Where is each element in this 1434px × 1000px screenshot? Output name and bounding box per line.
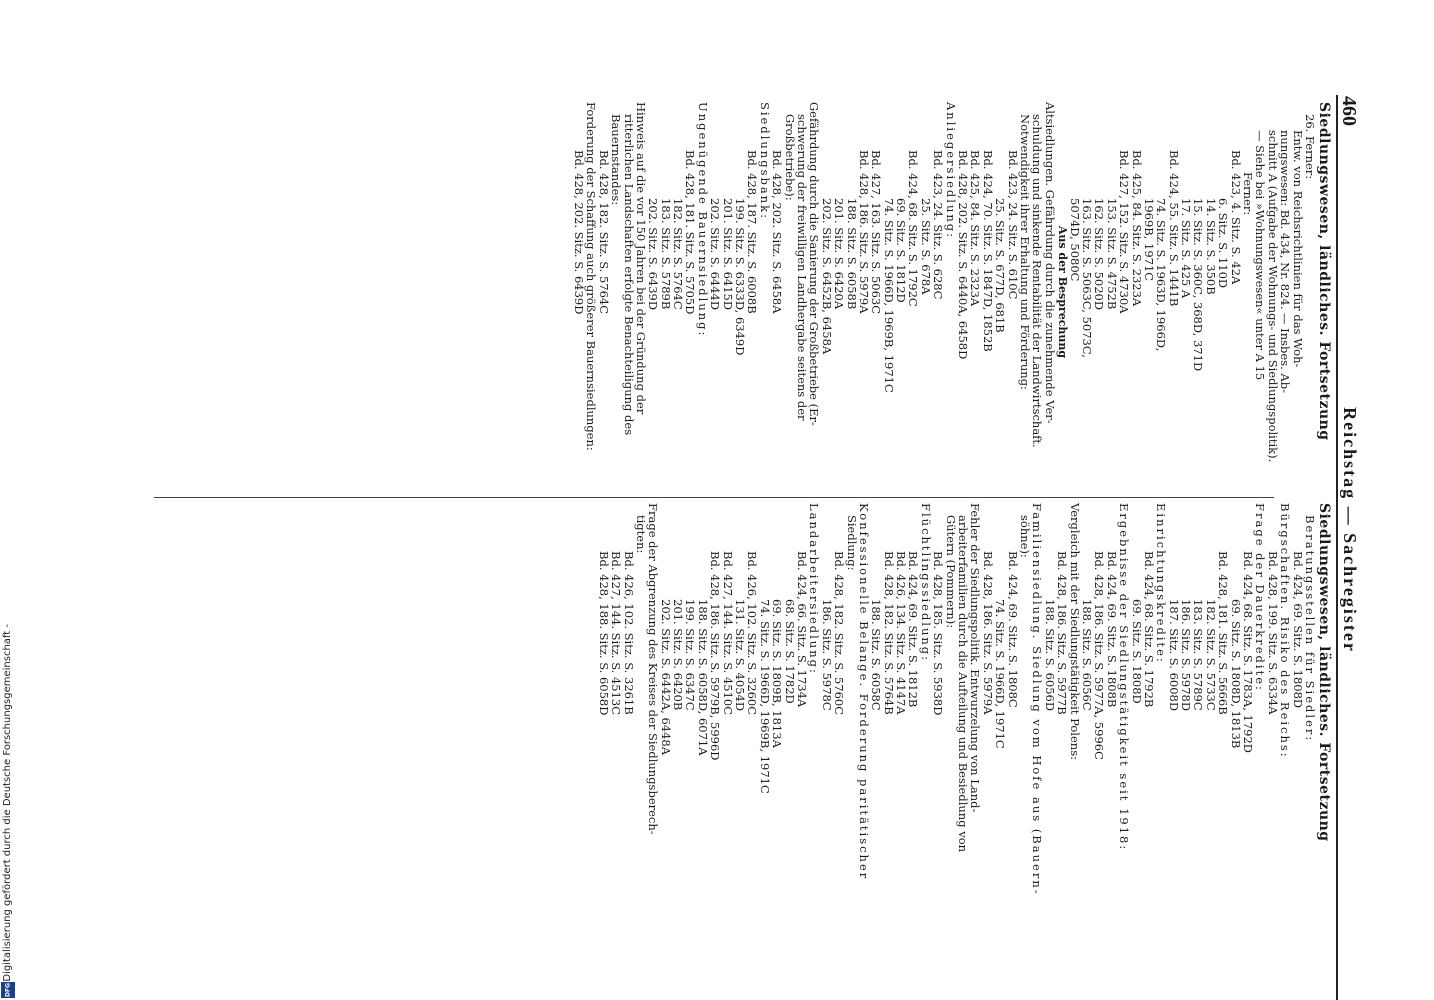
index-entry: 69. Sitz. S. 1808D, 1813B [1228, 599, 1243, 749]
index-entry: Bd. 428, 182. Sitz. S. 5764B [881, 551, 896, 715]
index-entry: 17. Sitz. S. 425 A [1179, 198, 1194, 299]
index-entry: Bd. 428, 202. Sitz. S. 6439D [571, 150, 586, 315]
index-entry: Bd. 428, 181. Sitz. S. 5666B [1216, 551, 1231, 715]
index-entry: Bd. 428, 185. Sitz. S. 5938D [931, 551, 946, 716]
index-entry: Ungenügende Bauernsiedlung: [695, 102, 710, 338]
index-entry: Bd. 426, 134. Sitz. S. 4147A [894, 551, 909, 715]
index-entry: nungswesen: Bd. 434, Nr. 824. — Insbes. Ab- [1278, 130, 1293, 393]
index-entry: 187. Sitz. S. 6008D [1166, 599, 1181, 712]
index-entry: Bd. 424, 68. Sitz. S. 1792B [1141, 551, 1156, 708]
index-entry: Entw. von Reichsrichtlinien für das Woh- [1290, 130, 1305, 368]
index-entry: 163. Sitz. S. 5063C, 5073C, [1079, 198, 1094, 358]
digitization-credit: Digitalisierung gefördert durch die Deutsche Forschungsgemeinschaft - [2, 624, 13, 982]
index-entry: 202. Sitz. S. 6444D [708, 198, 723, 311]
index-entry: Bd. 428, 186. Sitz. S. 5979B, 5996D [708, 551, 723, 761]
index-entry: 188. Sitz. S. 6058C [869, 599, 884, 711]
index-entry: schwerung der freiwilligen Landhergabe seitens der [794, 114, 809, 421]
index-entry: 202. Sitz. S. 6452B, 6458A [819, 198, 834, 355]
index-entry: Bd. 424, 55. Sitz. S. 1441B [1166, 150, 1181, 307]
index-entry: Bd. 427, 144. Sitz. S. 4510C [720, 551, 735, 716]
index-entry: Bd. 428, 188. Sitz. S. 6058D [596, 551, 611, 716]
index-entry: Konfessionelle Belange. Forderung paritätischer [856, 503, 871, 881]
index-entry: Anliegersiedlung: [943, 102, 958, 240]
index-entry: Bd. 424, 69. Sitz. S. 1808B [1104, 551, 1119, 708]
index-entry: Bd. 428, 202. Sitz. S. 6440A, 6458D [956, 150, 971, 360]
index-entry: Bd. 424, 70. Sitz. S. 1847D, 1852B [980, 150, 995, 352]
index-entry: 183. Sitz. S. 5789C [1191, 599, 1206, 711]
index-entry: 202. Sitz. S. 6442A, 6448A [658, 599, 673, 756]
index-entry: 74. Sitz. S. 1966D, 1969B, 1971C [757, 599, 772, 794]
index-entry: 199. Sitz. S. 6347C [683, 599, 698, 711]
index-entry: 199. Sitz. S. 6333D, 6349D [733, 198, 748, 356]
index-entry: — Siehe bei »Wohnungswesen« unter A 15 [1253, 130, 1268, 381]
dfg-logo [1, 982, 15, 998]
index-entry: 69. Sitz. S. 1808D [1129, 599, 1144, 704]
index-entry: Gefährdung durch die Sanierung der Großbetriebe (Er- [807, 102, 822, 426]
index-entry: Ferner: [1241, 172, 1256, 216]
index-entry: 182. Sitz. S. 5733C [1203, 599, 1218, 711]
index-entry: Ergebnisse der Siedlungstätigkeit seit 1918: [1117, 503, 1132, 852]
index-entry: Fehler der Siedlungspolitik. Entwurzelung von Land- [968, 503, 983, 813]
page-number: 460 [1338, 96, 1360, 126]
index-entry: Hinweis auf die vor 150 Jahren bei der Gründung der [633, 102, 648, 415]
index-entry: Bd. 424, 68. Sitz. S. 1792C [906, 150, 921, 307]
index-entry: Siedlungsbank: [757, 102, 772, 220]
index-entry: Bd. 426, 102. Sitz. S. 3260C [745, 551, 760, 716]
index-entry: 25. Sitz. S. 677D, 681B [993, 198, 1008, 333]
index-entry: 74. Sitz. S. 1963D, 1966D, [1154, 198, 1169, 352]
index-entry: Bd. 427, 163. Sitz. S. 5063C [869, 150, 884, 315]
index-entry: 201. Sitz. S. 6415D [720, 198, 735, 311]
index-entry: 6. Sitz. S. 110D [1216, 198, 1231, 289]
index-entry: 26. Ferner: [1303, 114, 1317, 180]
section-heading: Siedlungswesen, ländliches. Fortsetzung [1316, 503, 1332, 842]
index-entry: Bd. 424, 69. Sitz. S. 1808C [1005, 551, 1020, 708]
index-entry: 68. Sitz. S. 1782D [782, 599, 797, 704]
running-head: Reichstag — Sachregister [1340, 407, 1360, 653]
index-entry: Bd. 428, 182. Sitz. S. 5764C [596, 150, 611, 315]
index-entry: Bauernstandes: [609, 114, 624, 206]
index-entry: Bd. 425, 84. Sitz. S. 2323A [1129, 150, 1144, 307]
index-entry: 5074D, 5080C [1067, 198, 1082, 282]
index-entry: 74. Sitz. S. 1966D, 1971C [993, 599, 1008, 749]
index-entry: 201. Sitz. S. 6420A [832, 198, 847, 310]
index-entry: Bd. 425, 84. Sitz. S. 2323A [968, 150, 983, 307]
index-entry: Bd. 428, 186. Sitz. S. 5979A [980, 551, 995, 715]
index-entry: Vergleich mit der Siedlungstätigkeit Polens: [1067, 503, 1082, 760]
index-entry: tigten: [633, 515, 648, 554]
index-entry: Gütern (Pommern): [943, 515, 958, 629]
index-entry: Familiensiedlung. Siedlung vom Hofe aus (Bauern- [1030, 503, 1045, 896]
index-entry: Einrichtungskredite: [1154, 503, 1169, 664]
index-entry: 1969B, 1971C [1141, 198, 1156, 282]
index-entry: Altsiedlungen. Gefährdung durch die zunehmende Ver- [1042, 102, 1057, 424]
index-entry: 183. Sitz. S. 5789B [658, 198, 673, 310]
index-entry: Bd. 424, 66. Sitz. S. 1734A [794, 551, 809, 708]
index-entry: Bd. 428, 182. Sitz. S. 5760C [832, 551, 847, 716]
column-divider [154, 497, 1274, 498]
index-entry: Bürgschaften. Risiko des Reichs: [1278, 503, 1293, 759]
index-entry: 188. Sitz. S. 6058D, 6071A [695, 599, 710, 756]
index-entry: 74. Sitz. S. 1966D, 1969B, 1971C [881, 198, 896, 393]
index-entry: 25. Sitz. S. 678A [918, 198, 933, 295]
index-entry: 188. Sitz. S. 6058B [844, 198, 859, 310]
index-entry: 182. Sitz. S. 5764C [671, 198, 686, 310]
index-entry: 186. Sitz. S. 5978C [819, 599, 834, 711]
index-entry: Bd. 424, 69. Sitz. S. 1812B [906, 551, 921, 708]
index-entry: Forderung der Schaffung auch größerer Bauernsiedlungen: [584, 102, 599, 451]
credit-strip [0, 600, 16, 1000]
index-entry: Bd. 428, 186. Sitz. S. 5979A [856, 150, 871, 314]
index-entry: Bd. 428, 202. Sitz. S. 6458A [770, 150, 785, 314]
index-entry: 15. Sitz. S. 360C, 368D, 371D [1191, 198, 1206, 372]
index-entry: Bd. 427, 144. Sitz. S. 4513C [609, 551, 624, 716]
header-rule [1336, 95, 1338, 1000]
index-entry: Siedlung: [844, 515, 859, 571]
left-column [573, 102, 1334, 482]
index-entry: arbeiterfamilien durch die Aufteilung und Besiedlung von [956, 515, 971, 853]
index-entry: 186. Sitz. S. 5978D [1179, 599, 1194, 712]
index-entry: Bd. 424, 69. Sitz. S. 1808D [1290, 551, 1305, 709]
index-entry: Bd. 426, 102. Sitz. S. 3261B [621, 551, 636, 715]
index-entry: 69. Sitz. S. 1809B, 1813A [770, 599, 785, 748]
dfg-logo-text: DFG [4, 983, 12, 998]
index-entry: Frage der Dauerkredite: [1253, 503, 1268, 692]
index-entry: Bd. 423, 4. Sitz. S. 42A [1228, 150, 1243, 285]
section-heading: Siedlungswesen, ländliches. Fortsetzung [1316, 102, 1332, 441]
index-entry: ritterlichen Landschaften erfolgte Benachteiligung des [621, 114, 636, 436]
index-entry: Bd. 423, 24. Sitz. S. 610C [1005, 150, 1020, 300]
index-entry: schuldung und sinkende Rentabilität der Landwirtschaft. [1030, 114, 1045, 448]
index-entry: Bd. 428, 186. Sitz. S. 5977A, 5996C [1092, 551, 1107, 760]
index-entry: Bd. 428, 199. Sitz. S. 6334A [1265, 551, 1280, 715]
index-entry: 202. Sitz. S. 6439D [646, 198, 661, 311]
right-column [596, 503, 1334, 896]
index-entry: schnitt A (Aufgabe der Wohnungs- und Siedlungspolitik). [1265, 130, 1280, 463]
index-entry: Frage der Abgrenzung des Kreises der Siedlungsberech- [646, 503, 661, 835]
index-entry: 162. Sitz. S. 5020D [1092, 198, 1107, 311]
index-entry: Flüchtlingssiedlung: [918, 503, 933, 663]
index-entry: 188. Sitz. S. 6056D [1042, 599, 1057, 712]
index-entry: Landarbeitersiedlung: [807, 503, 822, 675]
index-entry: 14. Sitz. S. 350B [1203, 198, 1218, 295]
index-entry: Bd. 423, 24. Sitz. S. 628C [931, 150, 946, 300]
index-entry: 69. Sitz. S. 1812D [894, 198, 909, 303]
index-entry: söhne): [1018, 515, 1033, 558]
index-entry: Bd. 424, 68. Sitz. S. 1783A, 1792D [1241, 551, 1256, 754]
index-entry: 131. Sitz. S. 4054D [733, 599, 748, 712]
index-entry: 188. Sitz. S. 6056C [1079, 599, 1094, 711]
index-entry: Großbetriebe): [782, 114, 797, 201]
index-entry: 153. Sitz. S. 4752B [1104, 198, 1119, 310]
index-entry: Bd. 428, 181. Sitz. S. 5705D [683, 150, 698, 315]
index-entry: Bd. 427, 152. Sitz. S. 4730A [1117, 150, 1132, 314]
index-entry: Beratungsstellen für Siedler: [1303, 515, 1317, 743]
section-heading: Aus der Besprechung [1056, 225, 1070, 359]
index-entry: Bd. 428, 187. Sitz. S. 6008B [745, 150, 760, 314]
index-entry: Bd. 428, 186. Sitz. S. 5977B [1055, 551, 1070, 715]
index-entry: 201. Sitz. S. 6420B [671, 599, 686, 711]
index-entry: Notwendigkeit ihrer Erhaltung und Förderung: [1018, 114, 1033, 390]
